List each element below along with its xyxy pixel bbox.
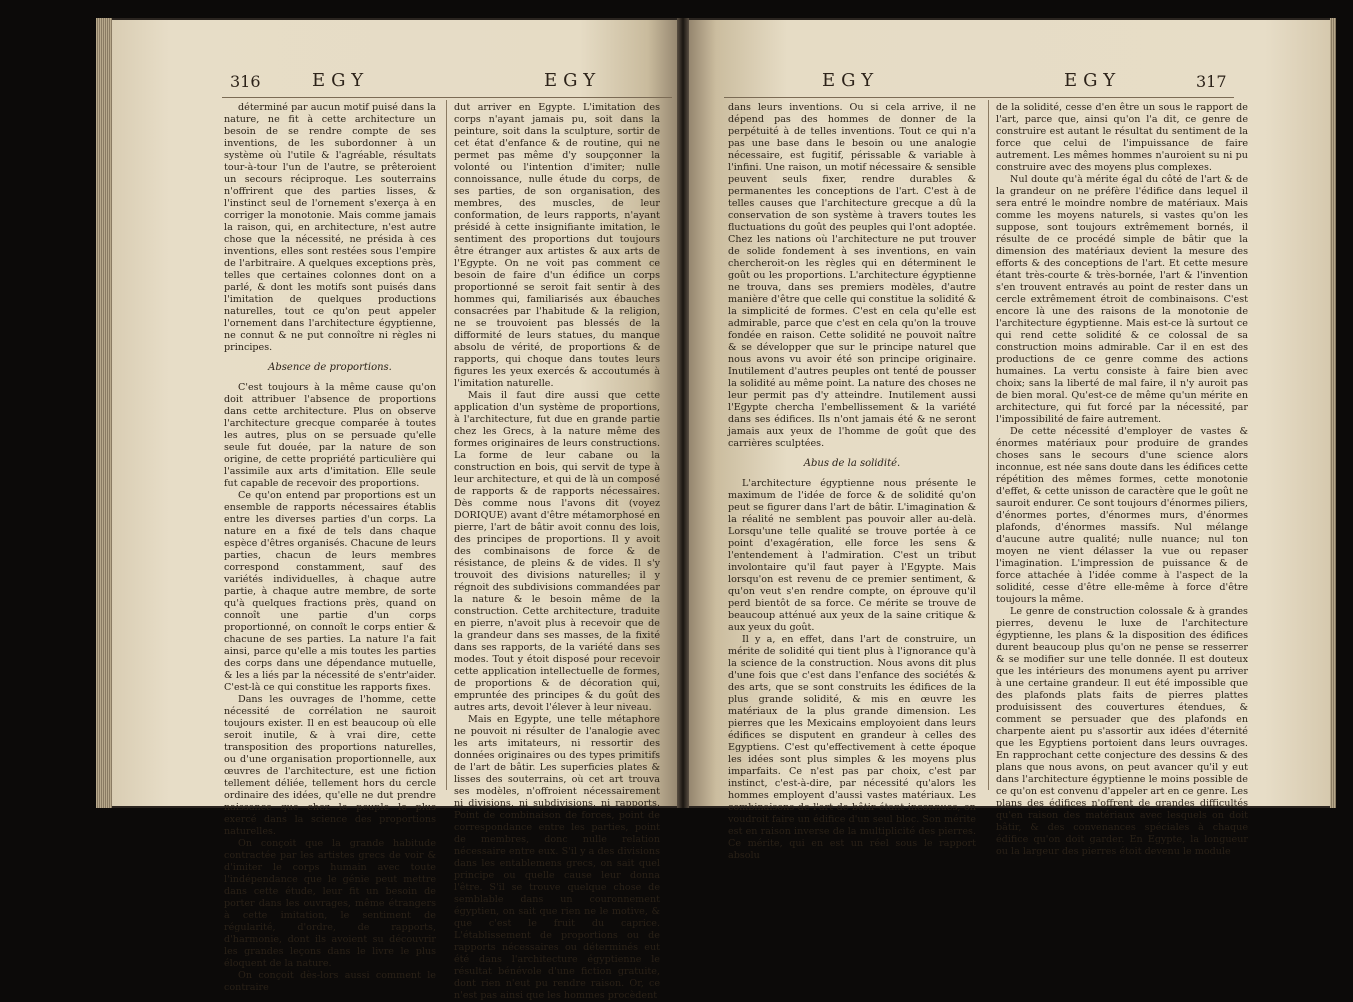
paragraph: L'architecture égyptienne nous présente le maximum de l'idée de force & de solidité qu'on peut se figurer dans l'art de bâtir. L'imagination & la réalité ne semblent pas pouvoir aller au-delà. Lorsqu'une telle qualité se trouve portée à ce point d'exagération, elle force les sens & l'entendement à l'admiration. C'est un tribut involontaire qu'il faut payer à l'Egypte. Mais lorsqu'on est revenu de ce premier sentiment, & qu'on veut s'en rendre compte, on éprouve qu'il perd bientôt de sa force. Ce mérite se trouve de beaucoup atténué aux yeux de la saine critique & aux yeux du goût.: [728, 478, 976, 633]
left-page-edges: [96, 18, 112, 808]
text-column: [454, 102, 660, 1001]
text-column: [224, 102, 436, 993]
paragraph: dans leurs inventions. Ou si cela arrive, il ne dépend pas des hommes de donner de la perpétuité à de telles inventions. Tout ce qui n'a pas une base dans le besoin ou une analogie nécessaire, est fugitif, périssable & variable à l'infini. Une raison, un motif nécessaire & sensible peuvent seuls fixer, rendre durables & permanentes les conceptions de l'art. C'est à de telles causes que l'architecture grecque a dû la conservation de son système à travers toutes les fluctuations du goût des peuples qui l'ont adoptée. Chez les nations où l'architecture ne put trouver de solide fondement à ses inventions, en vain chercheroit-on les règles qui en déterminent le goût ou les proportions. L'architecture égyptienne ne trouva, dans ses premiers modèles, d'autre manière d'être que celle qui constitue la solidité & la simplicité de formes. C'est en cela qu'elle est admirable, parce que c'est en cela qu'on la trouve fondée en raison. Cette solidité ne pouvoit naître & se développer que sur le principe naturel que nous avons vu avoir été son principe originaire. Inutilement d'autres peuples ont tenté de pousser la solidité au même point. La nature des choses ne leur permit pas d'y atteindre. Inutilement aussi l'Egypte chercha l'embellissement & la variété dans ses édifices. Ils n'ont jamais été & ne seront jamais aux yeux de l'homme de goût que des carrières sculptées.: [728, 102, 976, 449]
paragraph: Mais en Egypte, une telle métaphore ne pouvoit ni résulter de l'analogie avec les arts imitateurs, ni ressortir des données originaires ou des types primitifs de l'art de bâtir. Les superficies plates & lisses des souterrains, où cet art trouva ses modèles, n'offroient nécessairement ni divisions, ni subdivisions, ni rapports. Point de combinaison de forces, point de correspondance entre les parties, point de membres, donc nulle relation nécessaire entre eux. S'il y a des divisions dans les entablemens grecs, on sait quel principe ou quelle cause leur donna l'être. S'il se trouve quelque chose de semblable dans un couronnement égyptien, on sait que rien ne le motive, & que c'est le fruit du caprice. L'établissement de proportions ou de rapports nécessaires ou déterminés eut été dans l'architecture égyptienne le résultat bénévole d'une fiction gratuite, dont rien n'eut pu rendre raison. Or, ce n'est pas ainsi que les hommes procèdent: [454, 714, 660, 1001]
page-number: 317: [1196, 72, 1227, 91]
paragraph: déterminé par aucun motif puisé dans la nature, ne fit à cette architecture un besoin de se rendre compte de ses inventions, de les subordonner à un système où l'utile & l'agréable, résultats tour-à-tour l'un de l'autre, se prêteroient un secours réciproque. Les souterrains n'offrirent que des parties lisses, & l'instinct seul de l'ornement s'exerça à en corriger la monotonie. Mais comme jamais la raison, qui, en architecture, n'est autre chose que la nécessité, ne présida à ces inventions, elles sont restées sous l'empire de l'arbitraire. A quelques exceptions près, telles que certaines colonnes dont on a parlé, & dont les motifs sont puisés dans l'imitation de quelques productions naturelles, tout ce qu'on peut appeler l'ornement dans l'architecture égyptienne, ne connut & ne put connoître ni règles ni principes.: [224, 102, 436, 353]
paragraph: de la solidité, cesse d'en être un sous le rapport de l'art, parce que, ainsi qu'on l'a dit, ce genre de construire est autant le résultat du sentiment de la force que celui de l'impuissance de faire autrement. Les mêmes hommes n'auroient su ni pu construire avec des moyens plus complexes.: [996, 102, 1248, 173]
column-rule: [988, 100, 989, 790]
header-rule: [222, 97, 672, 98]
paragraph: Mais il faut dire aussi que cette application d'un système de proportions, à l'architecture, fut due en grande partie chez les Grecs, à la nature même des formes originaires de leurs constructions. La forme de leur cabane ou la construction en bois, qui servit de type à leur architecture, et qui de là un composé de rapports & de rapports nécessaires. Dès comme nous l'avons dit (voyez DORIQUE) avant d'être métamorphosé en pierre, l'art de bâtir avoit connu des lois, des principes de proportions. Il y avoit des combinaisons de force & de résistance, de pleins & de vides. Il s'y trouvoit des divisions naturelles; il y régnoit des subdivisions commandées par la nature & le besoin même de la construction. Cette architecture, traduite en pierre, n'avoit plus à recevoir que de la grandeur dans ses masses, de la fixité dans ses rapports, de la variété dans ses modes. Tout y étoit disposé pour recevoir cette application intellectuelle de formes, de proportions & de décoration qui, empruntée des principes & du goût des autres arts, devoit l'élever à leur niveau.: [454, 390, 660, 713]
column-rule: [446, 100, 447, 790]
paragraph: C'est toujours à la même cause qu'on doit attribuer l'absence de proportions dans cette architecture. Plus on observe l'architecture grecque comparée à toutes les autres, plus on se persuade qu'elle seule fut douée, par la nature de son origine, de cette propriété particulière qui l'assimile aux arts d'imitation. Elle seule fut capable de recevoir des proportions.: [224, 382, 436, 489]
section-heading: Abus de la solidité.: [803, 458, 901, 469]
left-page-header: [112, 70, 682, 98]
paragraph: Ce qu'on entend par proportions est un ensemble de rapports nécessaires établis entre les diverses parties d'un corps. La nature en a fixé de tels dans chaque espèce d'êtres organisés. Chacune de leurs parties, chacun de leurs membres correspond constamment, sauf des variétés individuelles, à chaque autre partie, à chaque autre membre, de sorte qu'à quelques fractions près, quand on connoît une partie d'un corps proportionné, on connoît le corps entier & chacune de ses parties. La nature l'a fait ainsi, parce qu'elle a mis toutes les parties des corps dans une dépendance mutuelle, & les a liés par la nécessité de s'entr'aider. C'est-là ce qui constitue les rapports fixes.: [224, 490, 436, 693]
running-head: EGY: [822, 70, 880, 91]
text-column: [996, 102, 1248, 857]
page-number: 316: [230, 72, 261, 91]
running-head: EGY: [544, 70, 602, 91]
paragraph: On conçoit dès-lors aussi comment le contraire: [224, 970, 436, 993]
text-column: [728, 102, 976, 861]
paragraph: Le genre de construction colossale & à grandes pierres, devenu le luxe de l'architecture égyptienne, les plans & la disposition des édifices durent beaucoup plus qu'on ne pense se resserrer & se modifier sur une telle donnée. Il est douteux que les intérieurs des monumens ayent pu arriver à une certaine grandeur. Il eut été impossible que des plafonds plats faits de pierres plattes produisissent des couvertures étendues, & comment se persuader que des plafonds en charpente aient pu s'assortir aux idées d'éternité que les Egyptiens portoient dans leurs ouvrages. En rapprochant cette conjecture des dessins & des plans que nous avons, on peut avancer qu'il y eut dans l'architecture égyptienne le moins possible de ce qu'on est convenu d'appeler art en ce genre. Les plans des édifices n'offrent de grandes difficultés qu'en raison des matériaux avec lesquels on doit bâtir, & des convenances spéciales à chaque édifice qu'on doit garder. En Egypte, la longueur ou la largeur des pierres étoit devenu le module: [996, 606, 1248, 857]
paragraph: On conçoit que la grande habitude contractée par les artistes grecs de voir & d'imiter le corps humain avec toute l'indépendance que le génie peut mettre dans cette étude, leur fit un besoin de porter dans les ouvrages, même étrangers à cette imitation, le sentiment de régularité, d'ordre, de rapports, d'harmonie, dont ils avoient su découvrir les grandes leçons dans le livre le plus éloquent de la nature.: [224, 838, 436, 969]
right-page-header: [684, 70, 1330, 98]
right-page-edges: [1330, 18, 1336, 808]
paragraph: Dans les ouvrages de l'homme, cette nécessité de corrélation ne sauroit toujours exister. Il en est beaucoup où elle seroit inutile, & à vrai dire, cette transposition des proportions naturelles, ou d'une organisation proportionnelle, aux œuvres de l'architecture, est une fiction tellement déliée, tellement hors du cercle ordinaire des idées, qu'elle ne dut prendre naissance que chez le peuple le plus exercé dans la science des proportions naturelles.: [224, 694, 436, 837]
paragraph: Nul doute qu'à mérite égal du côté de l'art & de la grandeur on ne préfère l'édifice dans lequel il sera entré le moindre nombre de matériaux. Mais comme les moyens naturels, si vastes qu'on les suppose, sont toujours extrêmement bornés, il résulte de ce procédé simple de bâtir que la dimension des matériaux devient la mesure des efforts & des conceptions de l'art. Et cette mesure étant très-courte & très-bornée, l'art & l'invention s'en trouvent entravés au point de rester dans un cercle extrêmement étroit de combinaisons. C'est encore là une des raisons de la monotonie de l'architecture égyptienne. Mais est-ce là surtout ce qui rend cette solidité & ce colossal de sa construction moins admirable. Car il en est des productions de ce genre comme des actions humaines. La vertu consiste à faire bien avec choix; sans la liberté de mal faire, il n'y auroit pas de bien moral. Qu'est-ce de même qu'un mérite en architecture, qui fut forcé par la nécessité, par l'impossibilité de faire autrement.: [996, 174, 1248, 425]
right-page: [684, 20, 1330, 861]
header-rule: [724, 97, 1234, 98]
paragraph: dut arriver en Egypte. L'imitation des corps n'ayant jamais pu, soit dans la peinture, soit dans la sculpture, sortir de cet état d'enfance & de routine, qui ne permet pas même d'y soupçonner la volonté ou l'intention d'imiter; nulle connoissance, nulle étude du corps, de ses parties, de son organisation, des membres, des muscles, de leur conformation, de leurs rapports, n'ayant présidé à cette insignifiante imitation, le sentiment des proportions dut toujours être étranger aux artistes & aux arts de l'Egypte. On ne voit pas comment ce besoin de faire d'un édifice un corps proportionné se seroit fait sentir à des hommes qui, familiarisés aux ébauches consacrées par l'habitude & la religion, ne se trouvoient pas blessés de la difformité de leurs statues, du manque absolu de vérité, de proportions & de rapports, qui choque dans toutes leurs figures les yeux exercés & accoutumés à l'imitation naturelle.: [454, 102, 660, 389]
book-gutter: [677, 18, 689, 808]
running-head: EGY: [312, 70, 370, 91]
paragraph: Il y a, en effet, dans l'art de construire, un mérite de solidité qui tient plus à l'ignorance qu'à la science de la construction. Nous avons dit plus d'une fois que c'est dans l'enfance des sociétés & des arts, que se sont construits les édifices de la plus grande solidité, & mis en œuvre les matériaux de la plus grande dimension. Les pierres que les Mexicains employoient dans leurs édifices se disputent en grandeur à celles des Egyptiens. C'est qu'effectivement à cette époque les idées sont plus simples & les moyens plus imparfaits. Ce n'est pas par choix, c'est par instinct, c'est-à-dire, par nécessité qu'alors les hommes employent d'aussi vastes matériaux. Les combinaisons de l'art de bâtir étant inconnues, on voudroit faire un édifice d'un seul bloc. Son mérite est en raison inverse de la multiplicité des pierres. Ce mérite, qui en est un réel sous le rapport absolu: [728, 634, 976, 861]
section-heading: Absence de proportions.: [268, 362, 392, 373]
paragraph: De cette nécessité d'employer de vastes & énormes matériaux pour produire de grandes choses sans le secours d'une science alors inconnue, est née sans doute dans les édifices cette répétition des mêmes formes, cette monotonie d'effet, & cette unisson de caractère que le goût ne sauroit endurer. Ce sont toujours d'énormes piliers, d'énormes portes, d'énormes murs, d'énormes plafonds, d'énormes massifs. Nul mélange d'aucune autre qualité; nulle nuance; nul ton moyen ne vient délasser la vue ou repaser l'imagination. L'impression de puissance & de force attachée à l'idée comme à l'aspect de la solidité, cesse d'être elle-même à force d'être toujours la même.: [996, 426, 1248, 605]
book-spread: [96, 18, 1336, 1001]
running-head: EGY: [1064, 70, 1122, 91]
left-page: [112, 20, 682, 1001]
